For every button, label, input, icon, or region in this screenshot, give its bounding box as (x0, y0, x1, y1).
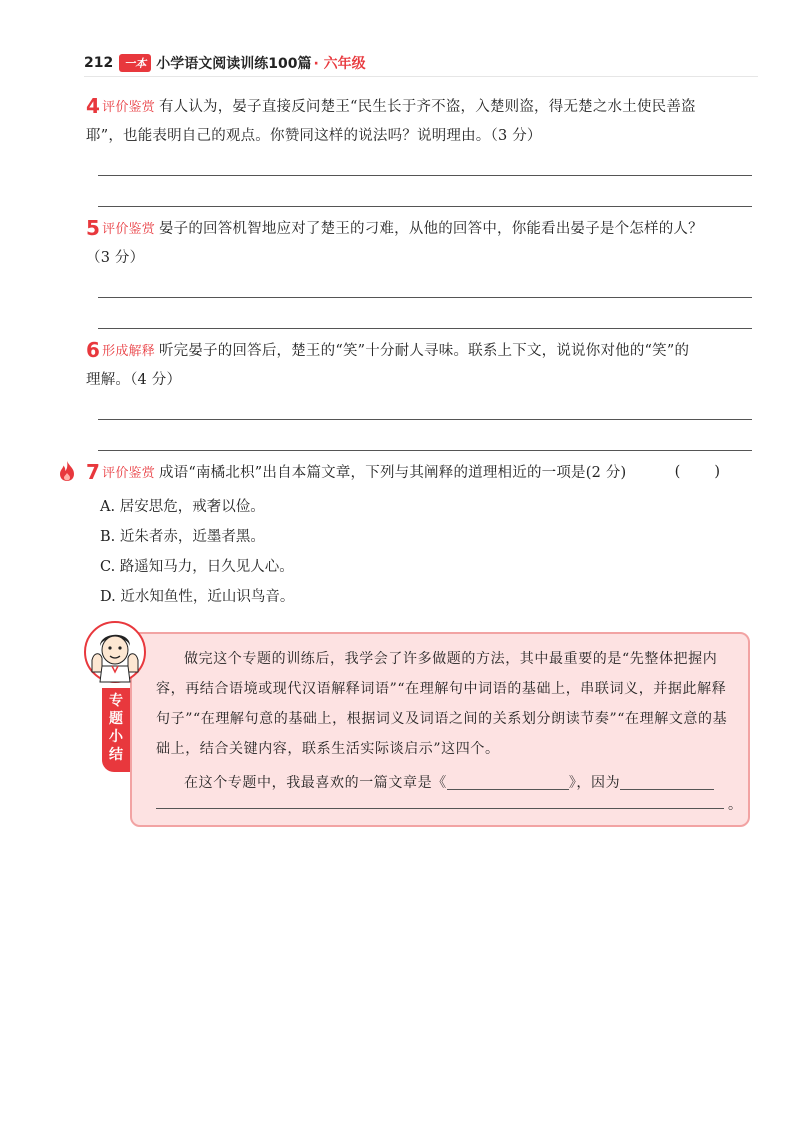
option-d[interactable]: D. 近水知鱼性，近山识鸟音。 (100, 589, 295, 605)
question-4 (86, 92, 754, 150)
question-tag: 形成解释 (102, 344, 155, 359)
badge-char: 结 (109, 747, 123, 763)
question-number: 7 (86, 460, 101, 484)
question-text-cont: （3 分） (86, 250, 145, 266)
question-text: 听完晏子的回答后，楚王的“笑”十分耐人寻味。联系上下文，说说你对他的“笑”的 (158, 343, 690, 359)
question-tag: 评价鉴赏 (102, 100, 155, 115)
boy-mascot-icon (82, 616, 148, 692)
question-6 (86, 336, 754, 394)
reason-blank[interactable] (620, 773, 714, 790)
book-title: 小学语文阅读训练100篇 (156, 56, 312, 72)
question-tag: 评价鉴赏 (102, 222, 155, 237)
question-text-cont: 理解。（4 分） (86, 372, 182, 388)
topic-summary-box (130, 632, 750, 827)
option-a[interactable]: A. 居安思危，戒奢以俭。 (100, 499, 265, 515)
reason-answer-line[interactable] (156, 808, 724, 809)
question-number: 5 (86, 216, 101, 240)
question-number: 6 (86, 338, 101, 362)
header-divider (84, 76, 758, 77)
answer-line[interactable] (98, 419, 752, 420)
summary-paragraph: 做完这个专题的训练后，我学会了许多做题的方法，其中最重要的是“先整体把握内容，再结合语境或现代汉语解释词语”“在理解句中词语的基础上，串联词义，并据此解释句子”“在理解句意的基础上，根据词义及词语之间的关系划分朗读节奏”“在理解文意的基础上，结合关键内容，联系生活实际谈启示”这四个。 (156, 651, 728, 757)
page-header (84, 52, 366, 74)
question-5 (86, 214, 754, 272)
question-number: 4 (86, 94, 101, 118)
summary-side-badge (102, 688, 130, 772)
badge-char: 专 (109, 693, 123, 709)
answer-parentheses[interactable]: () (674, 464, 754, 480)
answer-line[interactable] (98, 175, 752, 176)
answer-line[interactable] (98, 328, 752, 329)
question-text-cont: 耶”，也能表明自己的观点。你赞同这样的说法吗？说明理由。（3 分） (86, 128, 542, 144)
option-b[interactable]: B. 近朱者赤，近墨者黑。 (100, 529, 265, 545)
question-text: 晏子的回答机智地应对了楚王的刁难，从他的回答中，你能看出晏子是个怎样的人？ (158, 221, 703, 237)
favorite-article-blank[interactable] (447, 773, 569, 790)
question-7 (86, 458, 754, 612)
answer-line[interactable] (98, 297, 752, 298)
option-c[interactable]: C. 路遥知马力，日久见人心。 (100, 559, 294, 575)
brand-logo: 一本 (119, 54, 151, 72)
answer-line[interactable] (98, 206, 752, 207)
question-text: 成语“南橘北枳”出自本篇文章，下列与其阐释的道理相近的一项是(2 分) (158, 465, 627, 481)
summary-mid: 》，因为 (568, 775, 621, 791)
question-tag: 评价鉴赏 (102, 466, 155, 481)
flame-icon (58, 460, 76, 482)
answer-line[interactable] (98, 450, 752, 451)
grade-label: · 六年级 (313, 56, 366, 72)
page-number: 212 (84, 55, 114, 71)
summary-end-mark: 。 (728, 797, 742, 813)
badge-char: 题 (109, 711, 123, 727)
question-text: 有人认为，晏子直接反问楚王“民生长于齐不盗，入楚则盗，得无楚之水土使民善盗 (158, 99, 696, 115)
summary-fill-sentence (132, 768, 748, 798)
badge-char: 小 (109, 729, 123, 745)
summary-prefix: 在这个专题中，我最喜欢的一篇文章是《 (184, 775, 447, 791)
